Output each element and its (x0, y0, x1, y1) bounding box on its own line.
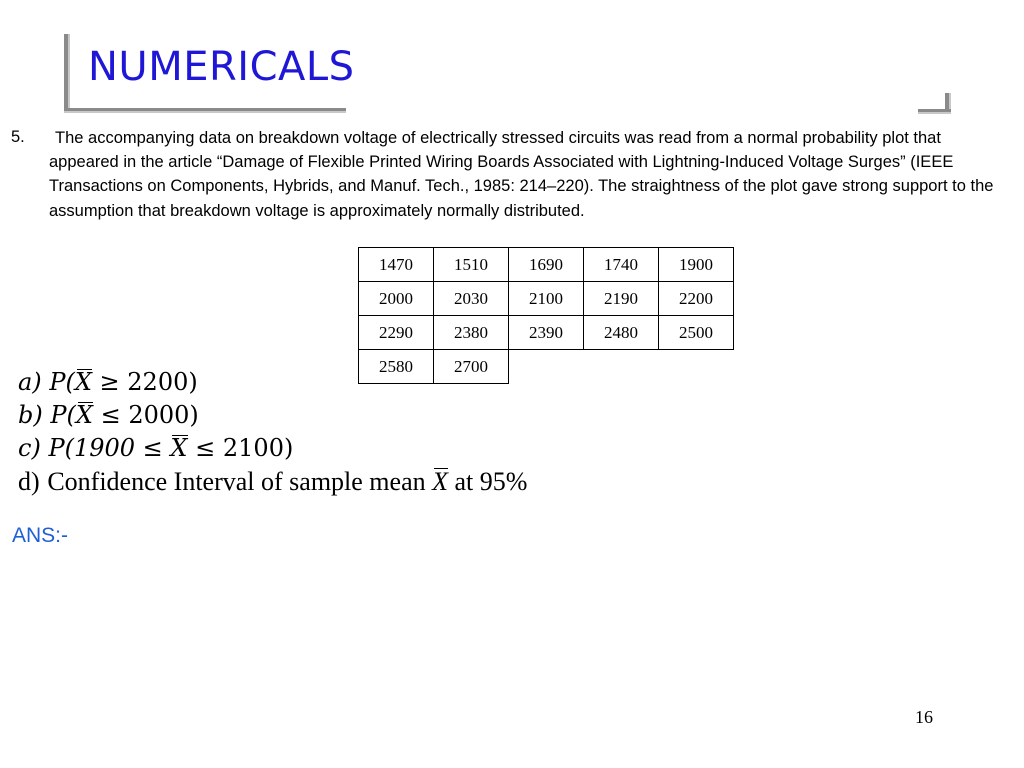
table-cell-empty (584, 350, 659, 384)
x-bar-symbol: X (76, 399, 93, 432)
page-number: 16 (915, 707, 933, 727)
table-cell: 1900 (659, 248, 734, 282)
question-c (18, 432, 527, 465)
table-cell: 2190 (584, 282, 659, 316)
answer-label: ANS:- (12, 524, 69, 547)
table-cell: 2200 (659, 282, 734, 316)
corner-decoration-horizontal (918, 109, 951, 114)
table-row (359, 248, 734, 282)
question-d (18, 465, 527, 498)
question-prefix: Confidence Interval of sample mean (47, 467, 433, 496)
table-cell: 2700 (434, 350, 509, 384)
question-a (18, 366, 527, 399)
question-rest: ≤ 2100) (187, 434, 294, 462)
table-cell: 1470 (359, 248, 434, 282)
question-prefix: P( (50, 401, 76, 429)
problem-statement: The accompanying data on breakdown voltage of electrically stressed circuits was read from a normal probability plot that appeared in the article “Damage of Flexible Printed Wiring Boards Associated with Lightning-Induced Voltage Surges” (IEEE Transactions on Components, Hybrids, and Manuf. Tech., 1985: 214–220). The straightness of the plot gave strong support to the assumption that breakdown voltage is approximately normally distributed. (49, 129, 994, 220)
question-b (18, 399, 527, 432)
table-cell: 1690 (509, 248, 584, 282)
table-cell: 2390 (509, 316, 584, 350)
table-row (359, 316, 734, 350)
table-cell: 1510 (434, 248, 509, 282)
x-bar-symbol: X (75, 366, 92, 399)
table-cell-empty (659, 350, 734, 384)
title-frame-left-bar (64, 34, 70, 110)
table-cell: 2290 (359, 316, 434, 350)
table-cell: 2500 (659, 316, 734, 350)
question-list (18, 366, 527, 498)
voltage-data-table (358, 247, 734, 384)
question-label: d) (18, 467, 40, 496)
question-expression (50, 401, 198, 429)
problem-number: 5. (11, 128, 25, 146)
question-label: a) (18, 368, 42, 396)
question-label: c) (18, 434, 41, 462)
question-rest: ≤ 2000) (92, 401, 199, 429)
table-row (359, 282, 734, 316)
question-rest: at 95% (448, 467, 528, 496)
x-bar-symbol: X (432, 467, 448, 496)
question-expression (47, 467, 527, 496)
table-cell: 2380 (434, 316, 509, 350)
table-cell: 2030 (434, 282, 509, 316)
table-cell: 2580 (359, 350, 434, 384)
table-cell: 2000 (359, 282, 434, 316)
question-prefix: P(1900 ≤ (48, 434, 171, 462)
question-prefix: P( (49, 368, 75, 396)
question-label: b) (18, 401, 43, 429)
question-expression (49, 368, 197, 396)
slide-title: NUMERICALS (88, 44, 355, 90)
table-cell: 2480 (584, 316, 659, 350)
question-rest: ≥ 2200) (91, 368, 198, 396)
table-cell: 2100 (509, 282, 584, 316)
question-expression (48, 434, 293, 462)
x-bar-symbol: X (170, 432, 187, 465)
table-cell: 1740 (584, 248, 659, 282)
title-frame-bottom-bar (64, 108, 346, 113)
